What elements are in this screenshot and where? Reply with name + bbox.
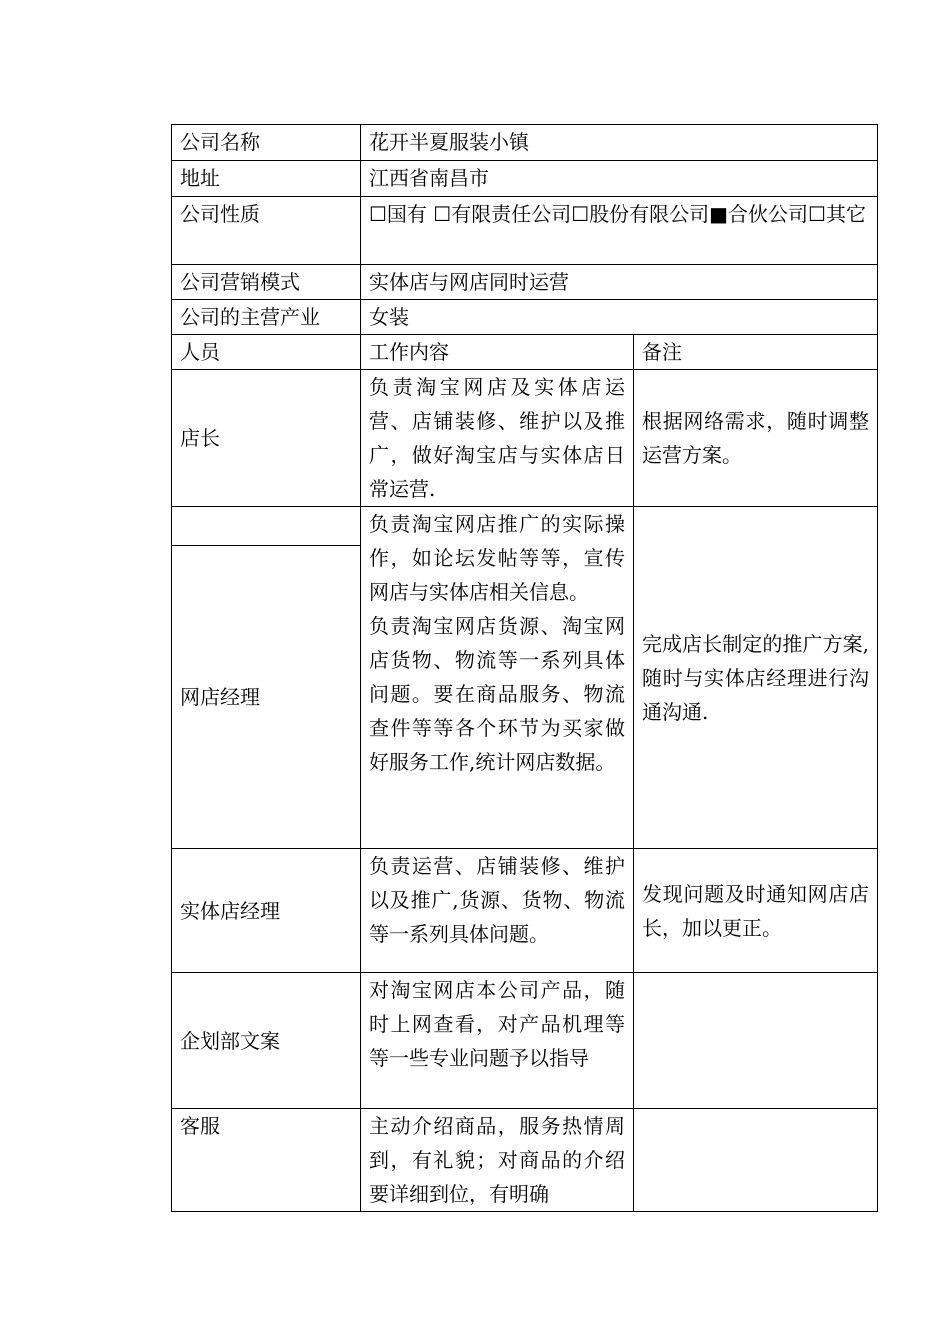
company-nature-label: 公司性质	[172, 197, 361, 265]
remark-customer-service	[634, 1109, 878, 1212]
marketing-mode-value: 实体店与网店同时运营	[361, 265, 878, 300]
table-row	[172, 1109, 878, 1212]
work-physical-store-manager: 负责运营、店铺装修、维护以及推广,货源、货物、物流等一系列具体问题。	[361, 849, 634, 973]
header-person: 人员	[172, 335, 361, 370]
remark-online-manager: 完成店长制定的推广方案,随时与实体店经理进行沟通沟通.	[634, 507, 878, 849]
work-customer-service: 主动介绍商品，服务热情周到，有礼貌；对商品的介绍要详细到位，有明确	[361, 1109, 634, 1212]
table-row	[172, 197, 878, 265]
company-info-table	[171, 124, 878, 1212]
company-name-label: 公司名称	[172, 125, 361, 161]
work-store-manager: 负责淘宝网店及实体店运营、店铺装修、维护以及推广，做好淘宝店与实体店日常运营.	[361, 370, 634, 507]
company-name-value: 花开半夏服装小镇	[361, 125, 878, 161]
table-header-row	[172, 335, 878, 370]
address-label: 地址	[172, 161, 361, 197]
role-online-manager: 网店经理	[180, 685, 260, 709]
role-planning-copywriter: 企划部文案	[172, 973, 361, 1109]
main-industry-value: 女装	[361, 300, 878, 335]
table-row	[172, 125, 878, 161]
table-row	[172, 370, 878, 507]
table-row	[172, 161, 878, 197]
table-row	[172, 265, 878, 300]
empty-subcell	[172, 507, 360, 546]
table-row	[172, 849, 878, 973]
table-row	[172, 300, 878, 335]
header-work-content: 工作内容	[361, 335, 634, 370]
address-value: 江西省南昌市	[361, 161, 878, 197]
role-customer-service: 客服	[172, 1109, 361, 1212]
work-online-manager-p1: 负责淘宝网店推广的实际操作，如论坛发帖等等，宣传网店与实体店相关信息。	[369, 512, 625, 604]
main-industry-label: 公司的主营产业	[172, 300, 361, 335]
work-online-manager-p2: 负责淘宝网店货源、淘宝网店货物、物流等一系列具体问题。要在商品服务、物流查件等等各个环节为买家做好服务工作,统计网店数据。	[369, 614, 625, 774]
work-online-manager	[361, 507, 634, 849]
role-physical-store-manager: 实体店经理	[172, 849, 361, 973]
remark-store-manager: 根据网络需求，随时调整运营方案。	[634, 370, 878, 507]
table-row	[172, 507, 878, 849]
company-nature-value: ☐国有 ☐有限责任公司☐股份有限公司■合伙公司☐其它	[361, 197, 878, 265]
role-online-manager-cell	[172, 507, 361, 849]
header-remark: 备注	[634, 335, 878, 370]
role-store-manager: 店长	[172, 370, 361, 507]
remark-physical-store-manager: 发现问题及时通知网店店长，加以更正。	[634, 849, 878, 973]
table-row	[172, 973, 878, 1109]
work-planning-copywriter: 对淘宝网店本公司产品，随时上网查看，对产品机理等等一些专业问题予以指导	[361, 973, 634, 1109]
remark-planning-copywriter	[634, 973, 878, 1109]
marketing-mode-label: 公司营销模式	[172, 265, 361, 300]
